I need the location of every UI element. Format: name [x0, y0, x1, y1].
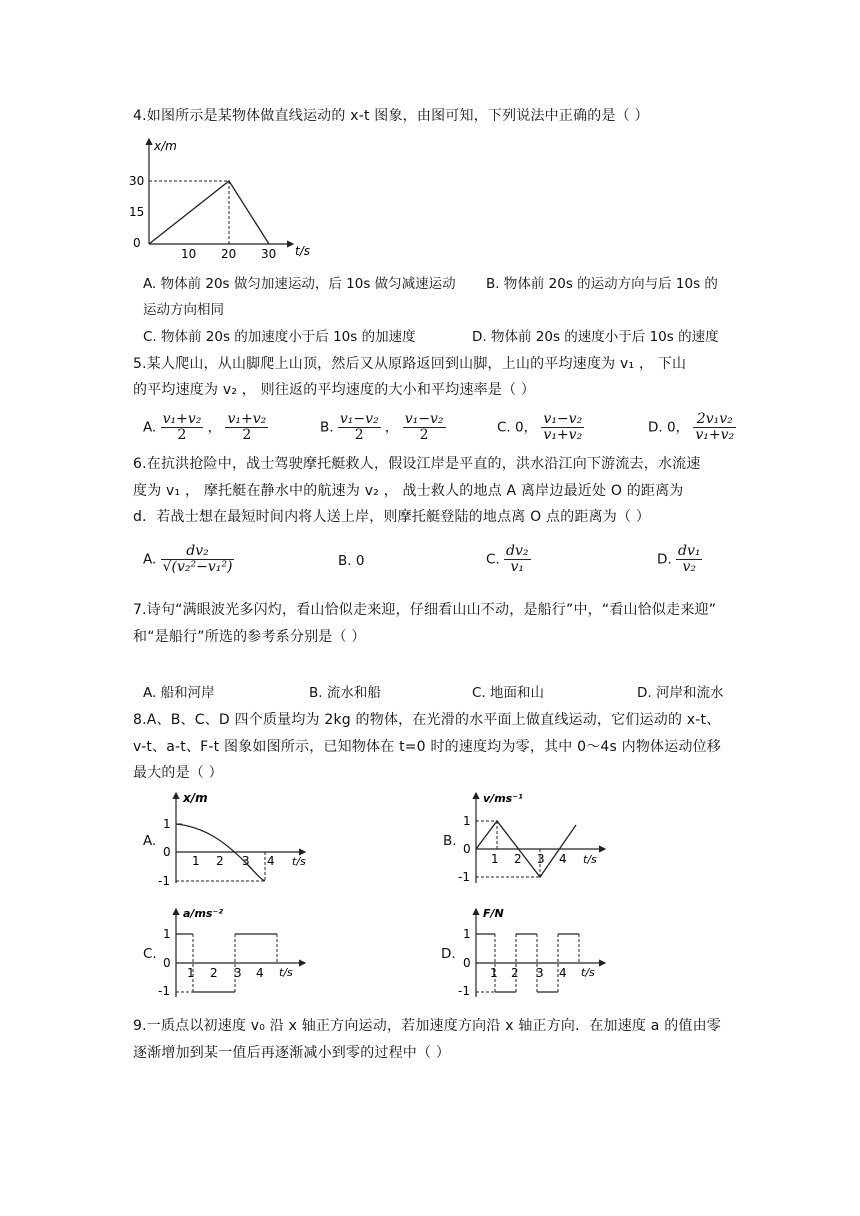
q8a-ylabel: x/m	[183, 791, 208, 805]
q5-stem-2: 的平均速度为 v₂ ， 则往返的平均速度的大小和平均速率是（ ）	[133, 382, 536, 398]
q7-stem-1: 7.诗句“满眼波光多闪灼，看山恰似走来迎，仔细看山山不动，是船行”中，“看山恰似走来迎”	[133, 602, 717, 618]
svg-text:1: 1	[463, 927, 471, 941]
q6-stem-3: d．若战士想在最短时间内将人送上岸，则摩托艇登陆的地点离 O 点的距离为（ ）	[133, 509, 651, 525]
svg-text:3: 3	[537, 852, 545, 866]
q9-stem-2: 逐渐增加到某一值后再逐渐减小到零的过程中（ ）	[133, 1045, 451, 1061]
q4-ytick-0: 0	[133, 236, 141, 250]
q8-stem-3: 最大的是（ ）	[133, 765, 223, 781]
svg-text:3: 3	[536, 966, 544, 980]
svg-text:4: 4	[256, 966, 264, 980]
q8-option-d[interactable]: D.	[441, 946, 456, 962]
q8c-ylabel: a/ms⁻²	[183, 907, 224, 920]
svg-text:2: 2	[514, 852, 522, 866]
q4-xlabel: t/s	[295, 244, 310, 258]
q5-option-a-label: A.	[143, 419, 157, 436]
q8-option-a[interactable]: A.	[143, 833, 157, 849]
svg-text:-1: -1	[458, 870, 470, 884]
svg-text:0: 0	[463, 956, 471, 970]
q5-option-a[interactable]: A. $\frac{\text{v₁+v₂}}{2}$ ， $\frac{\text{v₁+v₂}}{2}$	[143, 411, 267, 443]
q4-xtick-30: 30	[261, 247, 277, 261]
q7-option-d[interactable]: D. 河岸和流水	[637, 685, 724, 701]
q8d-xlabel: t/s	[581, 966, 595, 979]
svg-text:0: 0	[163, 956, 171, 970]
svg-text:3: 3	[234, 966, 242, 980]
q6-option-a[interactable]: A. $\frac{\text{dv₂}}{\text{√(v₂²−v₁²)}}$	[143, 543, 233, 575]
q4-option-c[interactable]: C. 物体前 20s 的加速度小于后 10s 的加速度	[143, 329, 416, 345]
svg-text:4: 4	[559, 852, 567, 866]
svg-text:2: 2	[216, 854, 224, 868]
svg-text:1: 1	[163, 817, 171, 831]
q6-option-a-label: A.	[143, 551, 157, 568]
q4-option-a[interactable]: A. 物体前 20s 做匀加速运动，后 10s 做匀减速运动	[143, 276, 456, 292]
svg-text:1: 1	[463, 814, 471, 828]
q5-option-d-label: D. 0，	[648, 419, 690, 436]
q4-stem: 4.如图所示是某物体做直线运动的 x-t 图象，由图可知，下列说法中正确的是（ ）	[133, 108, 649, 124]
q8-graph-a	[155, 787, 315, 892]
q4-xtick-20: 20	[221, 247, 237, 261]
q7-option-c[interactable]: C. 地面和山	[472, 685, 545, 701]
q8-option-b[interactable]: B.	[443, 833, 457, 849]
q5-option-c-label: C. 0，	[497, 419, 538, 436]
q7-option-b[interactable]: B. 流水和船	[309, 685, 381, 701]
q4-ylabel: x/m	[154, 139, 177, 153]
q6-option-d-label: D.	[657, 551, 672, 568]
q4-xt-graph	[128, 134, 318, 264]
q5-option-b[interactable]: B. $\frac{\text{v₁−v₂}}{2}$ ， $\frac{\text{v₁−v₂}}{2}$	[320, 411, 444, 443]
q7-stem-2: 和“是船行”所选的参考系分别是（ ）	[133, 629, 366, 645]
q7-option-a[interactable]: A. 船和河岸	[143, 685, 215, 701]
svg-text:1: 1	[192, 854, 200, 868]
q6-option-c-label: C.	[486, 551, 500, 568]
svg-text:3: 3	[242, 854, 250, 868]
svg-text:1: 1	[491, 852, 499, 866]
svg-text:2: 2	[511, 966, 519, 980]
q4-xtick-10: 10	[181, 247, 197, 261]
q5-option-b-label: B.	[320, 419, 334, 436]
q8-option-c[interactable]: C.	[143, 946, 157, 962]
q6-option-d[interactable]: D. $\frac{\text{dv₁}}{\text{v₂}}$	[657, 543, 701, 575]
q8a-xlabel: t/s	[292, 855, 306, 868]
q4-ytick-30: 30	[129, 174, 145, 188]
q8b-xlabel: t/s	[583, 853, 597, 866]
q6-option-c[interactable]: C. $\frac{\text{dv₂}}{\text{v₁}}$	[486, 543, 529, 575]
svg-text:1: 1	[187, 966, 195, 980]
q8-stem-1: 8.A、B、C、D 四个质量均为 2kg 的物体，在光滑的水平面上做直线运动，它们运动的 x-t、	[133, 712, 721, 728]
q4-option-d[interactable]: D. 物体前 20s 的速度小于后 10s 的速度	[472, 329, 719, 345]
svg-text:1: 1	[163, 927, 171, 941]
q6-stem-2: 度为 v₁ ， 摩托艇在静水中的航速为 v₂ ， 战士救人的地点 A 离岸边最近处 O 的距离为	[133, 483, 684, 499]
svg-text:0: 0	[163, 845, 171, 859]
q8-graph-c	[155, 903, 315, 1003]
q8-stem-2: v-t、a-t、F-t 图象如图所示，已知物体在 t=0 时的速度均为零，其中 0～4s 内物体运动位移	[133, 739, 722, 755]
svg-text:1: 1	[490, 966, 498, 980]
q4-ytick-15: 15	[129, 205, 145, 219]
q5-option-d[interactable]: D. 0， $\frac{\text{2v₁v₂}}{\text{v₁+v₂}}$	[648, 411, 735, 443]
q5-option-c[interactable]: C. 0， $\frac{\text{v₁−v₂}}{\text{v₁+v₂}}$	[497, 411, 583, 443]
q4-option-b[interactable]: B. 物体前 20s 的运动方向与后 10s 的	[486, 276, 718, 292]
q8-graph-b	[455, 787, 615, 892]
svg-text:4: 4	[267, 854, 275, 868]
q4-xt-line	[149, 181, 269, 244]
svg-text:0: 0	[463, 842, 471, 856]
svg-text:4: 4	[559, 966, 567, 980]
q6-stem-1: 6.在抗洪抢险中，战士驾驶摩托艇救人，假设江岸是平直的，洪水沿江向下游流去，水流速	[133, 456, 701, 472]
q8b-ylabel: v/ms⁻¹	[483, 792, 523, 805]
q4-option-b-cont: 运动方向相同	[143, 302, 224, 318]
svg-text:2: 2	[210, 966, 218, 980]
q8c-xlabel: t/s	[279, 966, 293, 979]
svg-text:-1: -1	[158, 874, 170, 888]
q6-option-b[interactable]: B. 0	[338, 553, 365, 569]
q9-stem-1: 9.一质点以初速度 v₀ 沿 x 轴正方向运动，若加速度方向沿 x 轴正方向．在加速度 a 的值由零	[133, 1018, 722, 1034]
q5-stem-1: 5.某人爬山，从山脚爬上山顶，然后又从原路返回到山脚，上山的平均速度为 v₁ ， 下山	[133, 356, 687, 372]
q8d-ylabel: F/N	[483, 907, 504, 920]
q8-graph-d	[455, 903, 615, 1003]
svg-text:-1: -1	[458, 984, 470, 998]
svg-text:-1: -1	[158, 984, 170, 998]
